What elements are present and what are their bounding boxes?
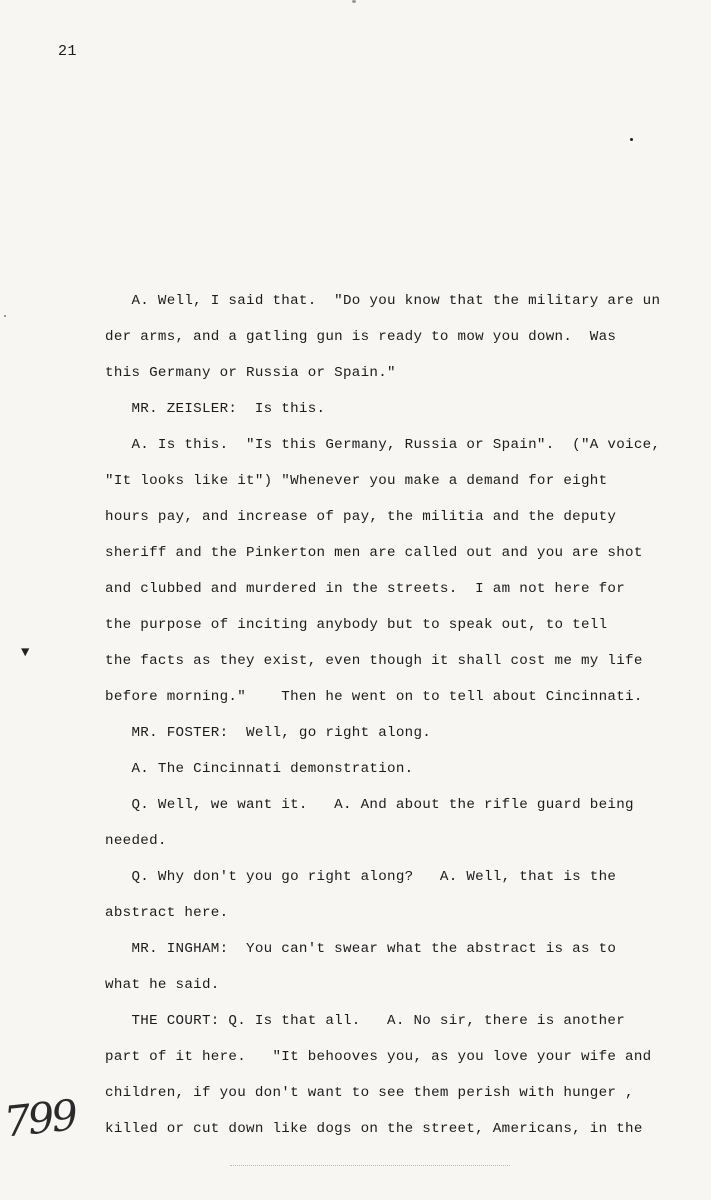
transcript-line: der arms, and a gatling gun is ready to mow you down. Was xyxy=(105,329,617,345)
transcript-line: killed or cut down like dogs on the street, Americans, in the xyxy=(105,1121,643,1137)
transcript-line: the purpose of inciting anybody but to speak out, to tell xyxy=(105,617,608,633)
transcript-line: abstract here. xyxy=(105,905,229,921)
transcript-line: hours pay, and increase of pay, the militia and the deputy xyxy=(105,509,617,525)
page-number: 21 xyxy=(58,43,78,60)
transcript-line: A. Well, I said that. "Do you know that the military are un xyxy=(105,293,661,309)
transcript-line: the facts as they exist, even though it shall cost me my life xyxy=(105,653,643,669)
transcript-line: this Germany or Russia or Spain." xyxy=(105,365,396,381)
transcript-line: A. Is this. "Is this Germany, Russia or Spain". ("A voice, xyxy=(105,437,661,453)
transcript-line: what he said. xyxy=(105,977,220,993)
stray-mark-right xyxy=(630,138,633,141)
transcript-line: MR. ZEISLER: Is this. xyxy=(105,401,326,417)
handwritten-page-note: 799 xyxy=(1,1090,78,1147)
stray-mark-top xyxy=(352,0,356,3)
transcript-line: THE COURT: Q. Is that all. A. No sir, there is another xyxy=(105,1013,626,1029)
transcript-line: A. The Cincinnati demonstration. xyxy=(105,761,414,777)
transcript-line: MR. FOSTER: Well, go right along. xyxy=(105,725,432,741)
transcript-line: Q. Why don't you go right along? A. Well, that is the xyxy=(105,869,617,885)
transcript-line: "It looks like it") "Whenever you make a demand for eight xyxy=(105,473,608,489)
transcript-line: before morning." Then he went on to tell about Cincinnati. xyxy=(105,689,643,705)
transcript-line: Q. Well, we want it. A. And about the rifle guard being xyxy=(105,797,634,813)
transcript-line: part of it here. "It behooves you, as you love your wife and xyxy=(105,1049,652,1065)
margin-arrow-icon: ▼ xyxy=(21,645,30,661)
transcript-line: sheriff and the Pinkerton men are called out and you are shot xyxy=(105,545,643,561)
transcript-line: MR. INGHAM: You can't swear what the abstract is as to xyxy=(105,941,617,957)
transcript-line: needed. xyxy=(105,833,167,849)
stray-mark-left xyxy=(4,315,6,317)
faint-bottom-mark xyxy=(230,1165,510,1166)
transcript-line: and clubbed and murdered in the streets. I am not here for xyxy=(105,581,626,597)
transcript-line: children, if you don't want to see them perish with hunger , xyxy=(105,1085,634,1101)
